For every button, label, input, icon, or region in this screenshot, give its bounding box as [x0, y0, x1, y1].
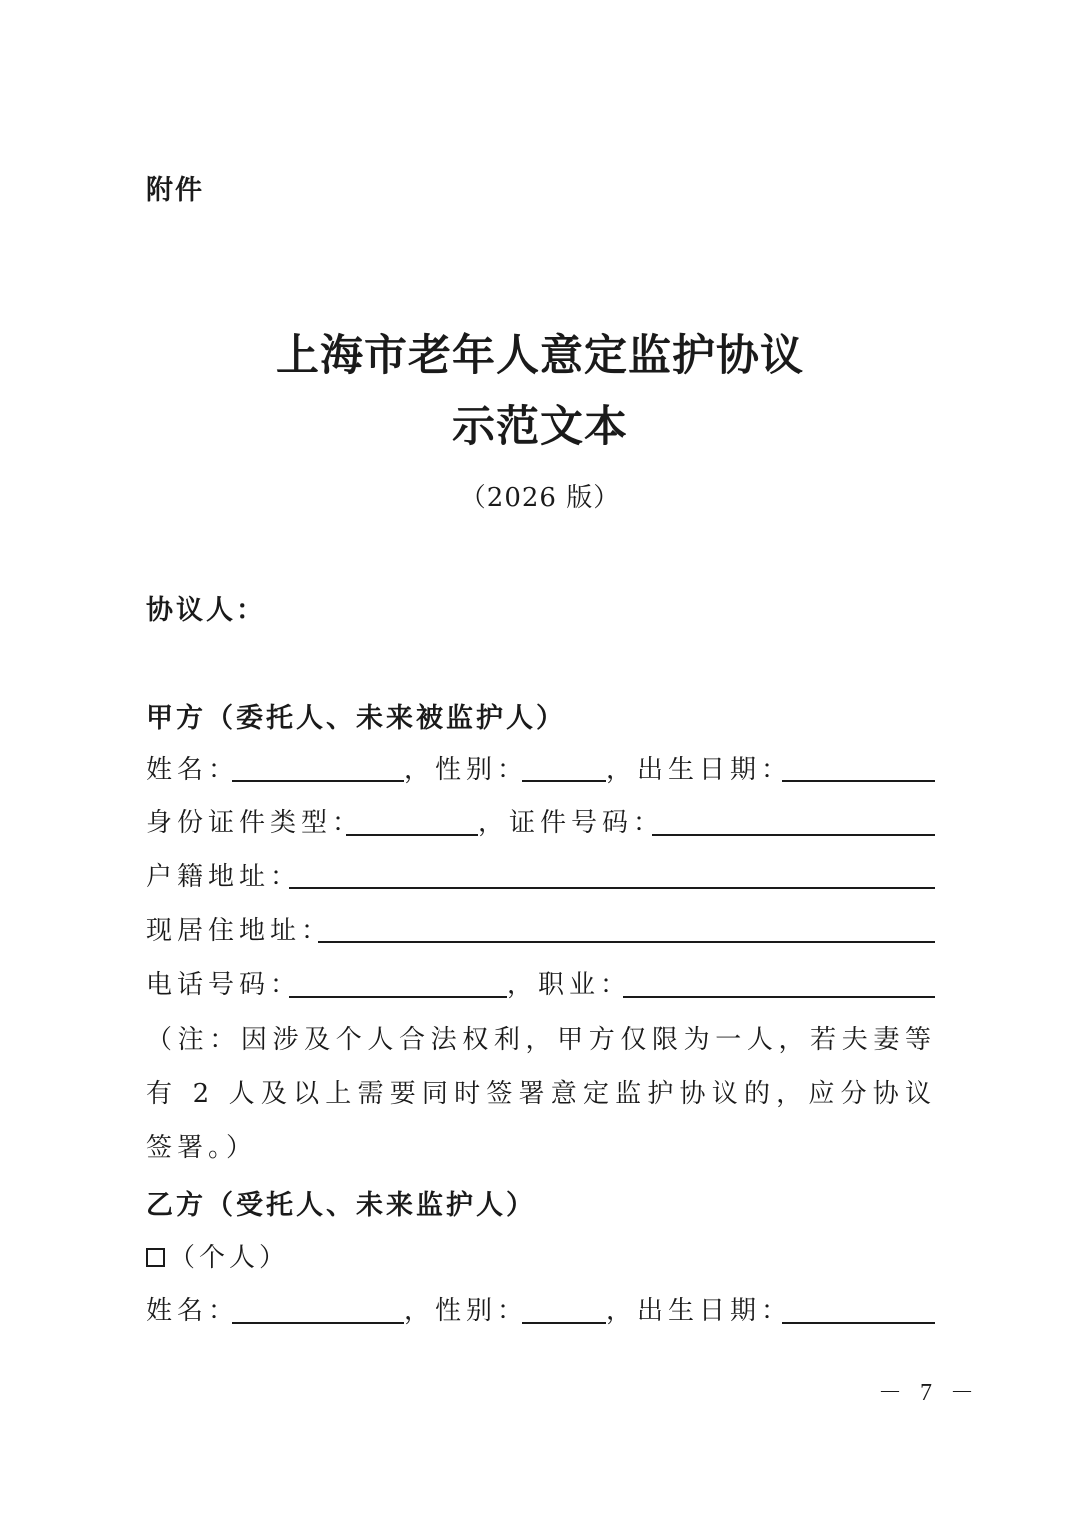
- attachment-label: 附件: [146, 175, 204, 206]
- document-title: 上海市老年人意定监护协议: [276, 331, 804, 381]
- phone-label: 电话号码：: [146, 970, 302, 1000]
- party-a-residence-field[interactable]: [318, 941, 935, 943]
- id-type-label: 身份证件类型：: [146, 808, 364, 838]
- checkbox-icon[interactable]: [146, 1248, 165, 1267]
- page-number: － 7 －: [878, 1380, 980, 1406]
- job-label: ，职业：: [507, 970, 632, 1000]
- document-subtitle: 示范文本: [452, 402, 628, 452]
- party-a-phone-field[interactable]: [289, 996, 507, 998]
- parties-label: 协议人：: [146, 595, 266, 626]
- party-a-name-field[interactable]: [232, 780, 404, 782]
- party-b-name-label: 姓名：: [146, 1296, 240, 1326]
- party-a-note: （注：因涉及个人合法权利，甲方仅限为一人，若夫妻等有 2 人及以上需要同时签署意定监护协议的，应分协议签署。）: [146, 1025, 936, 1163]
- party-b-birth-field[interactable]: [782, 1322, 935, 1324]
- gender-label: ，性别：: [404, 755, 529, 785]
- party-a-row-name: [146, 750, 239, 790]
- residence-label: 现居住地址：: [146, 916, 333, 946]
- individual-option[interactable]: [146, 1237, 289, 1274]
- version-label: （2026 版）: [459, 483, 621, 513]
- party-a-household-field[interactable]: [289, 887, 935, 889]
- party-a-birth-field[interactable]: [782, 780, 935, 782]
- id-no-label: ，证件号码：: [478, 808, 665, 838]
- party-b-birth-label: ，出生日期：: [606, 1296, 793, 1326]
- individual-label: （个人）: [169, 1243, 290, 1273]
- party-a-heading: 甲方（委托人、未来被监护人）: [146, 703, 566, 734]
- party-a-job-field[interactable]: [623, 996, 935, 998]
- party-a-gender-field[interactable]: [522, 780, 606, 782]
- name-label: 姓名：: [146, 755, 240, 785]
- party-a-id-no-field[interactable]: [652, 834, 935, 836]
- party-b-heading: 乙方（受托人、未来监护人）: [146, 1190, 536, 1221]
- birth-label: ，出生日期：: [606, 755, 793, 785]
- party-b-name-field[interactable]: [232, 1322, 404, 1324]
- party-a-id-type-field[interactable]: [346, 834, 478, 836]
- party-b-gender-field[interactable]: [522, 1322, 606, 1324]
- household-label: 户籍地址：: [146, 862, 302, 892]
- party-b-gender-label: ，性别：: [404, 1296, 529, 1326]
